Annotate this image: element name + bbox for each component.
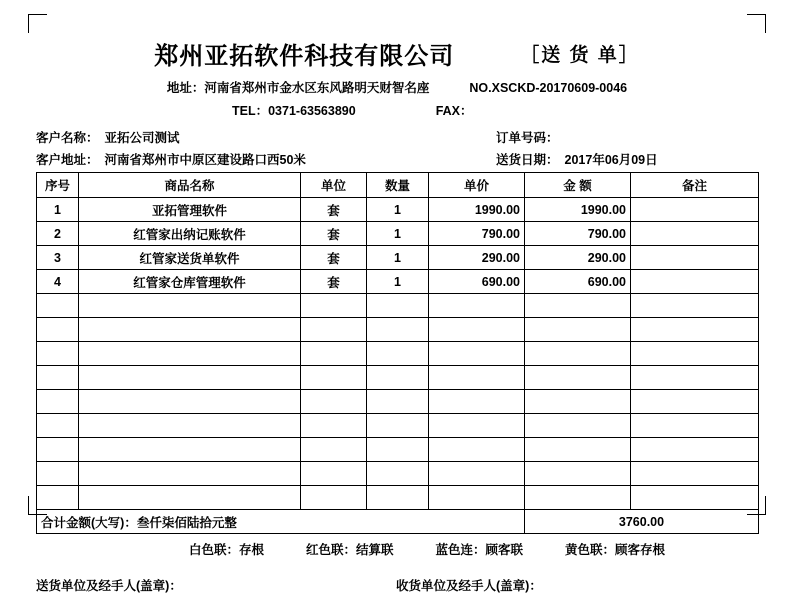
table-row-empty: [37, 366, 759, 390]
cell-remark-empty: [631, 342, 759, 366]
cell-unit-empty: [301, 294, 367, 318]
document-header: [36, 28, 758, 71]
cell-amount: 1990.00: [525, 198, 631, 222]
cell-seq: 1: [37, 198, 79, 222]
cell-price-empty: [429, 462, 525, 486]
cell-qty-empty: [367, 486, 429, 510]
cell-price-empty: [429, 390, 525, 414]
cell-price-empty: [429, 294, 525, 318]
cell-remark-empty: [631, 486, 759, 510]
cell-unit: 套: [301, 270, 367, 294]
customer-address-line: [36, 150, 758, 168]
cell-name-empty: [79, 294, 301, 318]
cell-qty: 1: [367, 246, 429, 270]
cell-name-empty: [79, 486, 301, 510]
items-table: [36, 172, 759, 534]
column-header-name: 商品名称: [79, 173, 301, 198]
delivery-date-label: 送货日期：: [496, 153, 559, 167]
cell-price-empty: [429, 486, 525, 510]
cell-unit-empty: [301, 486, 367, 510]
copy-legend-item: 红色联：结算联: [305, 543, 394, 557]
cell-price: 790.00: [429, 222, 525, 246]
cell-unit-empty: [301, 462, 367, 486]
cell-price: 1990.00: [429, 198, 525, 222]
table-row-empty: [37, 438, 759, 462]
table-row-empty: [37, 414, 759, 438]
cell-amount-empty: [525, 462, 631, 486]
cell-name-empty: [79, 390, 301, 414]
cell-unit-empty: [301, 438, 367, 462]
items-table-body: [37, 198, 759, 510]
cell-price: 290.00: [429, 246, 525, 270]
signature-row: [36, 576, 758, 594]
cell-amount-empty: [525, 438, 631, 462]
cell-remark: [631, 270, 759, 294]
copy-legend-item: 黄色联：顾客存根: [565, 543, 666, 557]
cell-qty: 1: [367, 270, 429, 294]
cell-amount: 790.00: [525, 222, 631, 246]
copy-legend: [36, 540, 758, 558]
table-row-empty: [37, 390, 759, 414]
cell-seq-empty: [37, 342, 79, 366]
cell-qty-empty: [367, 462, 429, 486]
cell-price-empty: [429, 438, 525, 462]
cell-seq: 2: [37, 222, 79, 246]
total-label: 合计金额(大写)：叁仟柒佰陆拾元整: [37, 510, 525, 534]
table-row-empty: [37, 318, 759, 342]
cell-seq-empty: [37, 462, 79, 486]
table-row-empty: [37, 294, 759, 318]
cell-qty-empty: [367, 342, 429, 366]
column-header-qty: 数量: [367, 173, 429, 198]
table-row-empty: [37, 342, 759, 366]
cell-name-empty: [79, 318, 301, 342]
cell-remark: [631, 222, 759, 246]
cell-amount-empty: [525, 390, 631, 414]
cell-amount-empty: [525, 342, 631, 366]
receiver-signature-label: 收货单位及经手人(盖章)：: [396, 579, 542, 593]
cell-amount-empty: [525, 486, 631, 510]
cell-remark-empty: [631, 366, 759, 390]
cell-unit-empty: [301, 390, 367, 414]
column-header-seq: 序号: [37, 173, 79, 198]
cell-remark-empty: [631, 318, 759, 342]
cell-price-empty: [429, 318, 525, 342]
cell-name-empty: [79, 366, 301, 390]
cell-remark-empty: [631, 462, 759, 486]
column-header-unit: 单位: [301, 173, 367, 198]
cell-qty-empty: [367, 366, 429, 390]
total-amount: 3760.00: [525, 510, 759, 534]
table-row-empty: [37, 486, 759, 510]
company-fax: FAX：: [435, 104, 473, 118]
cell-seq-empty: [37, 366, 79, 390]
cell-amount-empty: [525, 366, 631, 390]
cell-qty-empty: [367, 318, 429, 342]
cell-amount-empty: [525, 318, 631, 342]
cell-seq: 4: [37, 270, 79, 294]
cell-seq-empty: [37, 318, 79, 342]
table-header-row: [37, 173, 759, 198]
cell-remark-empty: [631, 414, 759, 438]
cell-seq: 3: [37, 246, 79, 270]
cell-qty-empty: [367, 414, 429, 438]
cell-remark: [631, 198, 759, 222]
cell-amount-empty: [525, 294, 631, 318]
company-name: 郑州亚拓软件科技有限公司: [154, 43, 455, 70]
cell-seq-empty: [37, 294, 79, 318]
document-content: [36, 28, 758, 594]
cell-name-empty: [79, 414, 301, 438]
column-header-remark: 备注: [631, 173, 759, 198]
delivery-date-value: 2017年06月09日: [564, 153, 658, 167]
copy-legend-item: 白色联：存根: [188, 543, 264, 557]
order-number-label: 订单号码：: [496, 131, 559, 145]
copy-legend-item: 蓝色连：顾客联: [435, 543, 524, 557]
cell-amount: 690.00: [525, 270, 631, 294]
customer-name-label: 客户名称：: [36, 131, 99, 145]
cell-name: 红管家出纳记账软件: [79, 222, 301, 246]
total-row: [37, 510, 759, 534]
cell-name-empty: [79, 342, 301, 366]
cell-name: 红管家送货单软件: [79, 246, 301, 270]
cell-qty-empty: [367, 294, 429, 318]
cell-qty: 1: [367, 222, 429, 246]
cell-amount-empty: [525, 414, 631, 438]
cell-name: 亚拓管理软件: [79, 198, 301, 222]
table-row: [37, 246, 759, 270]
company-address: 地址：河南省郑州市金水区东风路明天财智名座: [166, 81, 430, 95]
contact-row: [36, 101, 758, 119]
cell-name-empty: [79, 438, 301, 462]
cell-price: 690.00: [429, 270, 525, 294]
cell-remark-empty: [631, 438, 759, 462]
cell-price-empty: [429, 342, 525, 366]
cell-remark-empty: [631, 390, 759, 414]
cell-unit: 套: [301, 246, 367, 270]
cell-unit-empty: [301, 342, 367, 366]
cell-unit: 套: [301, 198, 367, 222]
cell-seq-empty: [37, 414, 79, 438]
cell-price-empty: [429, 414, 525, 438]
cell-seq-empty: [37, 486, 79, 510]
cell-name-empty: [79, 462, 301, 486]
table-row-empty: [37, 462, 759, 486]
customer-block: [36, 128, 758, 168]
cell-unit-empty: [301, 366, 367, 390]
cell-qty-empty: [367, 390, 429, 414]
table-row: [37, 198, 759, 222]
company-telephone: TEL：0371-63563890: [232, 104, 356, 118]
cell-qty: 1: [367, 198, 429, 222]
cell-remark: [631, 246, 759, 270]
address-row: [36, 78, 758, 96]
cell-unit: 套: [301, 222, 367, 246]
cell-seq-empty: [37, 390, 79, 414]
column-header-amount: 金 额: [525, 173, 631, 198]
table-row: [37, 222, 759, 246]
cell-seq-empty: [37, 438, 79, 462]
customer-name-line: [36, 128, 758, 146]
document-number: NO.XSCKD-20170609-0046: [469, 81, 628, 95]
customer-address-value: 河南省郑州市中原区建设路口西50米: [104, 153, 306, 167]
cell-unit-empty: [301, 414, 367, 438]
customer-address-label: 客户地址：: [36, 153, 99, 167]
cell-amount: 290.00: [525, 246, 631, 270]
cell-unit-empty: [301, 318, 367, 342]
column-header-price: 单价: [429, 173, 525, 198]
cell-name: 红管家仓库管理软件: [79, 270, 301, 294]
cell-qty-empty: [367, 438, 429, 462]
table-row: [37, 270, 759, 294]
sender-signature-label: 送货单位及经手人(盖章)：: [36, 579, 182, 593]
document-type-title: ［送 货 单］: [520, 45, 640, 66]
cell-remark-empty: [631, 294, 759, 318]
customer-name-value: 亚拓公司测试: [104, 131, 180, 145]
cell-price-empty: [429, 366, 525, 390]
